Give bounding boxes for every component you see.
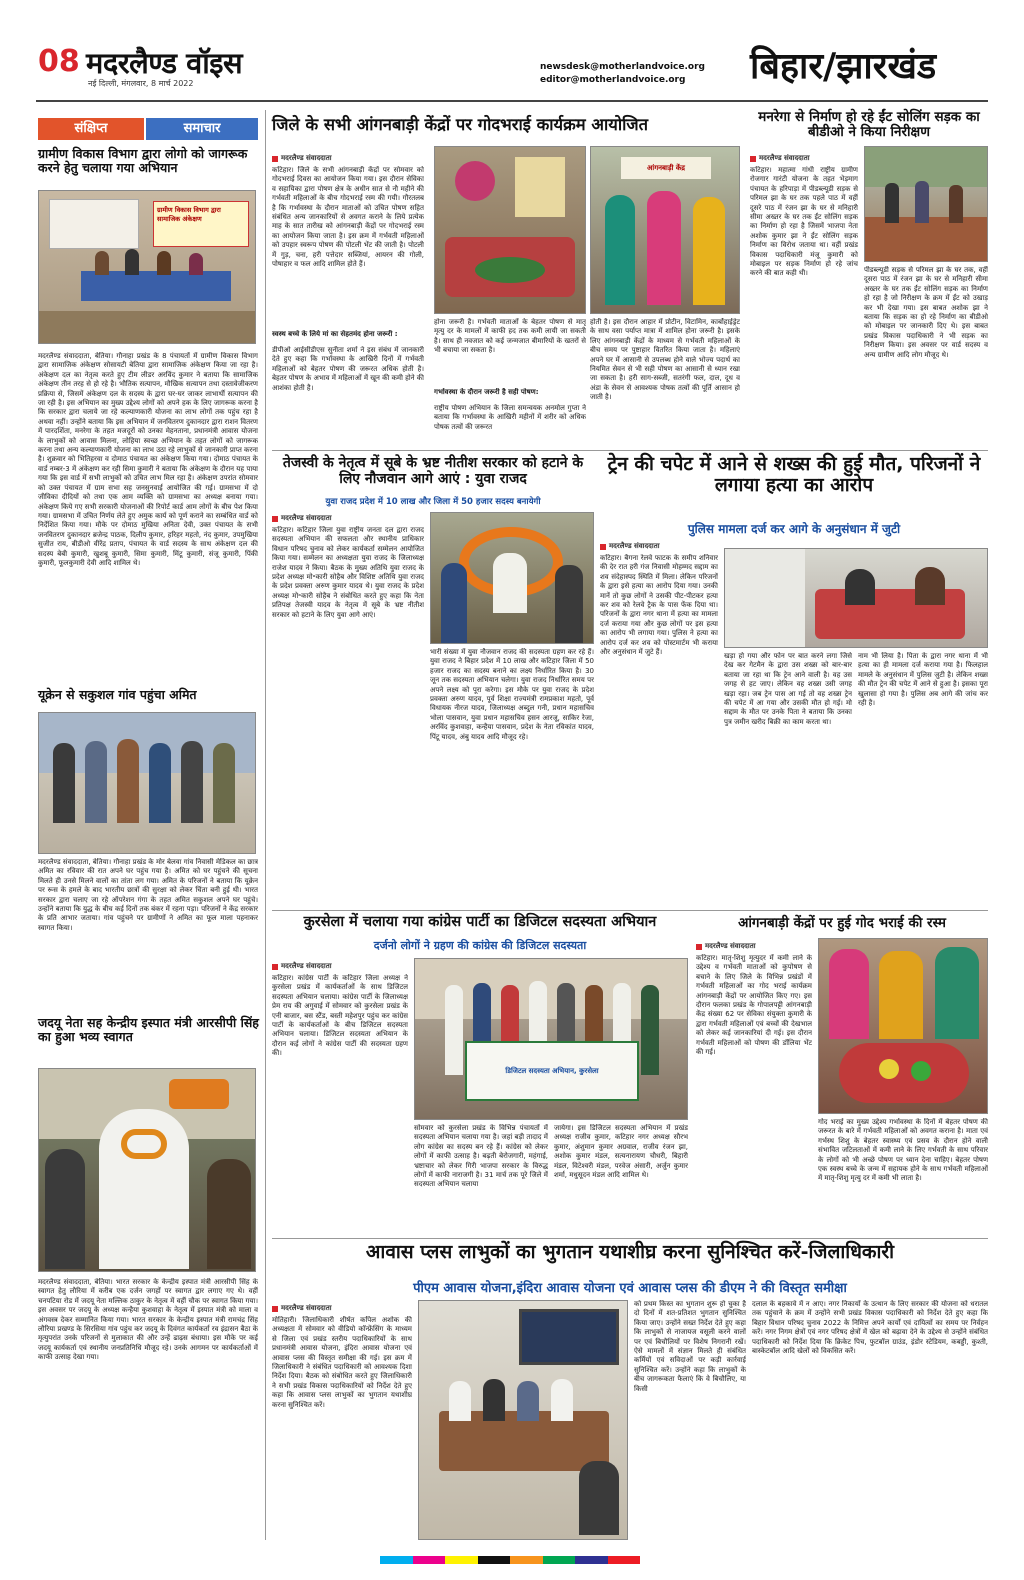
anganwadi-col2b: राष्ट्रीय पोषण अभियान के जिला समन्वयक अनमोल गुप्ता ने बताया कि गर्भावस्था के आखिरी महीनों में शरीर को अधिक पोषक तत्वों की जरूरत xyxy=(434,404,586,431)
rjd-photo xyxy=(430,512,594,644)
rjd-subhead: युवा राजद प्रदेश में 10 लाख और जिला में 50 हजार सदस्य बनायेगी xyxy=(325,497,541,507)
godbharai-photo xyxy=(818,938,988,1114)
paper-name: मदरलैण्ड वॉइस xyxy=(86,46,243,80)
congress-col3: जायेगा। इस डिजिटल सदस्यता अभियान में प्रखंड अध्यक्ष राजीव कुमार, कटिहार नगर अध्यक्ष सौरभ कुमार, अंशुमान कुमार अग्रवाल, राजीव रंजन झा, अशोक कुमार मंडल, सत्यनारायण चौधरी, बिहारी मंडल, विटेश्वरी मंडल, परवेज अंसारी, अर्जुन कुमार शर्मा, मधुसूदन मंडल आदि शामिल थे। xyxy=(554,1124,688,1180)
rjd-col1: कटिहार। कटिहार जिला युवा राष्ट्रीय जनता दल द्वारा राजद सदस्यता अभियान की सफलता और स्थानीय प्राधिकार विधान परिषद चुनाव को लेकर कार्यकर्ता सम्मेलन आयोजित किया गया। सम्मेलन का अध्यक्षता युवा राजद के जिलाध्यक्ष राजेश यादव ने किया। बैठक के मुख्य अतिथि युवा राजद के प्रदेश अध्यक्ष मो॰कारी सोहैब और विशिष्ट अतिथि युवा राजद के प्रदेश प्रवक्ता अरुण कुमार यादव थे। युवा राजद के प्रदेश अध्यक्ष मो॰कारी सोहैब ने संबोधित करते हुए कहा कि नेता प्रतिपक्ष तेजस्वी यादव के नेतृत्व में सूबे के भ्रष्ट नीतीश सरकार को हटाने के लिए युवा आगे आएं। xyxy=(272,526,424,619)
brief-tag-2: समाचार xyxy=(146,118,258,140)
email-newsdesk[interactable]: newsdesk@motherlandvoice.org xyxy=(540,62,705,72)
anganwadi-col3: होती है। इस दौरान आहार में प्रोटीन, विटामिन, कार्बोहाईड्रेट के साथ वसा पर्याप्त मात्रा में शामिल होना जरूरी है। इसके लिए आंगनबाड़ी केंद्रों के माध्यम से गर्भवती महिलाओं के बीच समय पर पुष्टाहार वितरित किया जाता है। महिलाएं अपने घर में आसानी से उपलब्ध होने वाले भोज्य पदार्थ का नियमित सेवन से भी सही पोषण का आसानी से ध्यान रखा जा सकता है। हरी साग-सब्जी, सतरंगी फल, दाल, दूध व अंडा के सेवन से आवश्यक पोषक तत्वों की पूर्ति आसान हो जाती है। xyxy=(590,318,740,402)
brief-banner-1: ग्रामीण विकास विभाग द्वारा सामाजिक अंकेक्षण xyxy=(153,201,249,247)
anganwadi-headline: जिले के सभी आंगनबाड़ी केंद्रों पर गोदभराई कार्यक्रम आयोजित xyxy=(272,115,649,134)
congress-subhead: दर्जनो लोगों ने ग्रहण की कांग्रेस की डिजिटल सदस्यता xyxy=(373,939,587,952)
anganwadi-board-text: आंगनबाड़ी केंद्र xyxy=(621,157,711,179)
congress-byline: मदरलैण्ड संवाददाता xyxy=(272,962,402,971)
anganwadi-photo-2 xyxy=(590,146,740,314)
awas-headline: आवास प्लस लाभुकों का भुगतान यथाशीघ्र करना सुनिश्चित करें-जिलाधिकारी xyxy=(365,1241,895,1263)
anganwadi-photo-1 xyxy=(434,146,586,314)
awas-col2: को प्रथम किस्त का भुगतान शुरू हो चुका है दो दिनों में शत-प्रतिशत भुगतान सुनिश्चित किया जाए। उन्होंने सख्त निर्देश देते हुए कहा कि लाभुकों से नाजायज वसूली करने वालों पर एवं बिचौलियों पर विशेष निगरानी रखें। ऐसे मामलों में संज्ञान मिलते ही संबंधित कर्मियों एवं सविदाओं पर कड़ी कार्रवाई सुनिश्चित करें। उन्होंने कहा कि लाभुकों के बीच जागरूकता फैलाएं कि वे बिचौलिए, या किसी xyxy=(634,1300,746,1393)
masthead-rule xyxy=(36,100,988,102)
mnrega-col2: पीडब्ल्यूडी सड़क से परिमल झा के घर तक, वहीं दूसरा पाठ में रंजन झा के घर से मनिहारी सीमा अख्तर के घर तक ईंट सोलिंग सड़क का निर्माण हो रहा है जो निरीक्षण के क्रम में ईंट को उखाड़ कर भी देखा गया। इस बाबत अशोक झा ने बताया कि सड़क का हो रहे निर्माण का बीडीओ को मोबाइल पर जानकारी दिए थे। इस बाबत प्रखंड विकास पदाधिकारी ने भी सड़क का निरीक्षण किया। इस अवसर पर वार्ड सदस्य व अन्य ग्रामीण आदि लोग मौजूद थे। xyxy=(864,266,988,359)
mnrega-byline: मदरलैण्ड संवाददाता xyxy=(750,154,850,163)
anganwadi-sub2: गर्भावस्था के दौरान जरूरी है सही पोषण: xyxy=(434,388,539,396)
train-col1: कटिहार। बैगना रेलवे फाटक के समीप शनिवार की देर रात हरी गंज निवासी मोहम्मद सद्दाम का शव संदेहास्पद स्थिति में मिला। लेकिन परिजनों के द्वारा इसे हत्या का आरोप दिया गया। उनकी मानें तो कुछ लोगों ने उसकी पीट-पीटकर हत्या कर शव को रेलवे ट्रैक के पास फेंक दिया था। परिजनों के द्वारा नगर थाना में हत्या का मामला दर्ज कराया गया और कुछ लोगों पर इस हत्या का आरोप भी लगाया गया। पुलिस ने हत्या का आरोप दर्ज कर शव को पोस्टमार्टम भी कराया और अनुसंधान में जुटे हैं। xyxy=(600,554,718,657)
brief-story1-headline: ग्रामीण विकास विभाग द्वारा लोगो को जागरूक करने हेतु चलाया गया अभियान xyxy=(38,146,248,175)
godbharai-col2: गोद भराई का मुख्य उद्देश्य गर्भावस्था के दिनों में बेहतर पोषण की जरूरत के बारे में गर्भवती महिलाओं को अवगत कराना है। माता एवं गर्भस्थ शिशु के बेहतर स्वास्थ्य एवं प्रसव के दौरान होने वाली संभावित जटिलताओं में कमी लाने के लिए गर्भवती के साथ परिवार के लोगों को भी अच्छे पोषण पर ध्यान देना चाहिए। बेहतर पोषण एक स्वस्थ बच्चे के जन्म में सहायक होने के साथ गर्भवती महिलाओं में मातृ-शिशु मृत्यु दर में कमी भी लाता है। xyxy=(818,1118,988,1183)
rjd-col2: भारी संख्या में युवा नौजवान राजद की सदस्यता ग्रहण कर रहे हैं। युवा राजद ने बिहार प्रदेश में 10 लाख और कटिहार जिला में 50 हजार राजद का सदस्य बनाने का लक्ष्य निर्धारित किया है। 30 जून तक सदस्यता अभियान चलेगा। युवा राजद निर्धारित समय पर अपने लक्ष्य को पूरा करेगा। इस मौके पर युवा राजद के प्रदेश प्रवक्ता अरुण यादव, पूर्व शिक्षा राज्यमंत्री रामप्रकाश महतो, पूर्व विधायक नीरज यादव, जिलाध्यक्ष अब्दुल गनी, प्रधान महासचिव भोला पासवान, युवा प्रधान महासचिव हसन आरजू, साकिर रेजा, अरविंद कुशवाहा, कन्हैया पासवान, प्रदेश के नेता रविकांत यादव, पिंटू यादव, अंबु यादव आदि मौजूद रहे। xyxy=(430,648,594,741)
awas-subhead: पीएम आवास योजना,इंदिरा आवास योजना एवं आवास प्लस की डीएम ने की विस्तृत समीक्षा xyxy=(413,1281,847,1296)
masthead xyxy=(0,0,1024,108)
godbharai-col1: कटिहार। मातृ-शिशु मृत्युदर में कमी लाने के उद्देश्य व गर्भवती माताओं को कुपोषण से बचाने के लिए जिले के विभिन्न प्रखंडों में गर्भवती महिलाओं का गोद भराई कार्यक्रम आंगनबाड़ी केंद्रों पर आयोजित किए गए। इस दौरान फलका प्रखंड के गोपालपट्टी आंगनबाड़ी केंद्र संख्या 62 पर सेविका संयुक्ता कुमारी के द्वारा गर्भवती महिलाओं एवं बच्चों की देखभाल को लेकर कई जानकारियां दी गई। इस दौरान गर्भवती महिलाओं को पोषण की डॉलिया भेंट की गई। xyxy=(696,954,812,1057)
godbharai-byline: मदरलैण्ड संवाददाता xyxy=(696,942,806,951)
anganwadi-sub1: स्वस्थ बच्चे के लिये मां का सेहतमंद होना जरूरी : xyxy=(272,330,398,338)
awas-photo xyxy=(418,1300,628,1540)
train-headline: ट्रेन की चपेट में आने से शख्स की हुई मौत, परिजनों ने लगाया हत्या का आरोप xyxy=(607,453,981,497)
brief-story2-body: मदरलैण्ड संवाददाता, बेतिया। गौनाहा प्रखंड के मोर बेलवा गांव निवासी मेडिकल का छात्र अमित का रविवार की रात अपने घर पहुंच गया है। अमित को घर पहुंचने की सूचना मिलते ही उनसे मिलने वालों का तांता लग गया। अमित के परिजनों ने बताया कि यूक्रेन पर रूस के हमले के बाद भारतीय छात्रों की सुरक्षा को लेकर चिंता बनी हुई थी। भारत सरकार द्वारा चलाए जा रहे ऑपरेशन गंगा के तहत अमित सकुशल अपने घर पहुंचे। उन्होंने बताया कि युद्ध के बीच कई दिनों तक बंकर में रहना पड़ा। परिजनों ने केंद्र सरकार के प्रति आभार जताया। गांव पहुंचने पर ग्रामीणों ने अमित का फूल माला पहनाकर स्वागत किया। xyxy=(38,858,258,932)
mnrega-photo xyxy=(864,146,988,262)
rjd-byline: मदरलैण्ड संवाददाता xyxy=(272,514,412,523)
brief-story3-body: मदरलैण्ड संवाददाता, बेतिया। भारत सरकार के केन्द्रीय इस्पात मंत्री आरसीपी सिंह के स्वागत हेतु लौरिया में करीब एक दर्जन जगहों पर स्वागत द्वार लगाए गए थे। वहीं चनपटिया रोड में जदयू नेता मल्लिक ठाकुर के नेतृत्व में वहीं चौक पर स्वागत किया गया। इस अवसर पर जदयू के अध्यक्ष कन्हैया कुशवाहा के नेतृत्व में इस्पात मंत्री को माला व अंगवस्त्र देकर सम्मानित किया गया। भारत सरकार के केन्द्रीय इस्पात मंत्री रामचंद्र सिंह लौरिया प्रखण्ड के सिरसिया गांव पहुंच कर जदयू के दिवंगत कार्यकर्ता रव इंद्रासन बैठा के मृत्युपरांत उनके परिजनों से मुलाकात की और उन्हें ढाढ़स बंधाया। इस मौके पर कई जदयू कार्यकर्ता एवं स्थानीय जनप्रतिनिधि मौजूद रहे। उनके आगमन पर कार्यकर्ताओं में काफी उत्साह देखा गया। xyxy=(38,1278,258,1362)
brief-tag-row xyxy=(38,118,258,140)
brief-story3-photo xyxy=(38,1068,256,1272)
train-subhead: पुलिस मामला दर्ज कर आगे के अनुसंधान में जुटी xyxy=(687,522,901,536)
email-editor[interactable]: editor@motherlandvoice.org xyxy=(540,75,686,85)
mnrega-col1: कटिहार। महात्मा गांधी राष्ट्रीय ग्रामीण रोजगार गारंटी योजना के तहत भेड़माग पंचायत के हरिपाड़ा में पीडब्ल्यूडी सड़क से परिमल झा के घर तक पहले पाठ में वहीं दूसरे पाठ में रंजन झा के घर से मनिहारी सीमा अख्तर के घर तक ईंट सोलिंग सड़क का निर्माण हो रहा है जिसमें भाजपा नेता अशोक कुमार झा ने ईंट सोलिंग सड़क निर्माण का विरोध जताया था। वहीं प्रखंड विकास पदाधिकारी मंजू कुमारी को मोबाइल पर सड़क निर्माण हो रहे जांच करने की बात कही थी। xyxy=(750,166,858,278)
train-byline: मदरलैण्ड संवाददाता xyxy=(600,542,720,551)
page-number: 08 xyxy=(38,44,80,79)
anganwadi-byline: मदरलैण्ड संवाददाता xyxy=(272,154,422,163)
anganwadi-col1: कटिहार। जिले के सभी आंगनबाड़ी केंद्रों पर सोमवार को गोदभराई दिवस का आयोजन किया गया। इस दौरान सेविका व सहायिका द्वारा पोषण क्षेत्र के अधीन सात से नौ महीने की गर्भवती महिलाओं के बीच गोदभराई रस्म की गयी। गौरतलब है कि गर्भावस्था के दौरान माताओं को उचित पोषण सहित संबंधित अन्य जानकारियों से अवगत कराने के लिये प्रत्येक माह के सात तारीख को आंगनबाड़ी केंद्रों पर गोदभराई रस्म का आयोजन किया जाता है। इस क्रम में गर्भवती महिलाओं को उपहार स्वरूप पोषण की पोटली भेंट की जाती है। पोटली में गुड़, चना, हरी पत्तेदार सब्जियां, आयरन की गोली, पोषाहार व फल आदि शामिल होते हैं। xyxy=(272,166,424,269)
congress-banner: डिजिटल सदस्यता अभियान, कुरसेला xyxy=(465,1041,639,1101)
rule-lower xyxy=(272,1238,988,1239)
godbharai-headline: आंगनबाड़ी केंद्रों पर हुई गोद भराई की रस्म xyxy=(738,915,946,931)
train-col2: खड़ा हो गया और फोन पर बात करने लगा जिसे देख कर गेटमैन के द्वारा उस शख्स को बार-बार बताया जा रहा था कि ट्रेन आने वाली है। वह उस जगह से हट जाए। लेकिन वह शख्स उसी जगह खड़ा रहा। जब ट्रेन पास आ गई तो वह शख्स ट्रेन की चपेट में आ गया और उसकी मौत हो गई। मो सद्दाम के मौत पर उनके पिता ने बताया कि उनका पुत्र जमीन खरीद बिक्री का काम करता था। xyxy=(724,652,852,726)
mnrega-headline: मनरेगा से निर्माण हो रहे ईंट सोलिंग सड़क का बीडीओ ने किया निरीक्षण xyxy=(758,109,980,141)
anganwadi-col1b: डीपीओ आईसीडीएस सुनीता शर्मा ने इस संबंध में जानकारी देते हुए कहा कि गर्भावस्था के आखिरी दिनों में गर्भवती महिलाओं को बेहतर पोषण की जरूरत अधिक होती है। बेहतर पोषण के अभाव में महिलाओं में खून की कमी होने की आशंका होती है। xyxy=(272,346,424,392)
awas-col1: मोतिहारी। जिलाधिकारी शीर्षत कपिल अशोक की अध्यक्षता में सोमवार को वीडियो कॉन्फ्रेंसिंग के माध्यम से जिला एवं प्रखंड स्तरीय पदाधिकारियों के साथ प्रधानमंत्री आवास योजना, इंदिरा आवास योजना एवं आवास प्लस की विस्तृत समीक्षा की गई। इस क्रम में जिलाधिकारी ने संबंधित पदाधिकारी को आवश्यक दिशा निर्देश दिया। बैठक को संबोधित करते हुए जिलाधिकारी ने सभी प्रखंड विकास पदाधिकारियों को निर्देश देते हुए कहा कि आवास प्लस लाभुकों का भुगतान यथाशीघ्र करना सुनिश्चित करें। xyxy=(272,1316,412,1409)
congress-col1: कटिहार। कांग्रेस पार्टी के कटिहार जिला अध्यक्ष ने कुरसेला प्रखंड में कार्यकर्ताओं के साथ डिजिटल सदस्यता अभियान चलाया। कांग्रेस पार्टी के जिलाध्यक्ष प्रेम राय की अगुवाई में सोमवार को कुरसेला प्रखंड के एनी बाजार, बस स्टैंड, बस्ती महेशपुर पहुंच कर कांग्रेस पार्टी के कार्यकर्ताओं के बीच डिजिटल सदस्यता अभियान चलाया। डिजिटल सदस्यता अभियान के दौरान कई लोगों ने कांग्रेस पार्टी की सदस्यता ग्रहण की। xyxy=(272,974,408,1058)
train-photo xyxy=(724,548,988,648)
awas-byline: मदरलैण्ड संवाददाता xyxy=(272,1304,412,1313)
congress-photo xyxy=(414,958,688,1120)
rjd-headline: तेजस्वी के नेतृत्व में सूबे के भ्रष्ट नीतीश सरकार को हटाने के लिए नौजवान आगे आएं : युवा राजद xyxy=(282,455,584,487)
left-column-divider xyxy=(265,110,266,1540)
section-title: बिहार/झारखंड xyxy=(750,46,937,87)
rule-mid xyxy=(272,910,988,911)
brief-story2-photo xyxy=(38,712,256,854)
congress-headline: कुरसेला में चलाया गया कांग्रेस पार्टी का डिजिटल सदस्यता अभियान xyxy=(303,914,657,930)
train-col3: नाम भी लिया है। पिता के द्वारा नगर थाना में भी हत्या का ही मामला दर्ज कराया गया है। फिलहाल मामले के अनुसंधान में पुलिस जुटी है। लेकिन शख्स की मौत ट्रेन की चपेट में आने से हुआ है। इसका पूरा खुलासा हो गया है। पुलिस अब आगे की जांच कर रही है। xyxy=(858,652,988,708)
brief-story1-photo xyxy=(38,190,256,344)
print-color-strip xyxy=(380,1556,640,1564)
congress-col2: सोमवार को कुरसेला प्रखंड के विभिन्न पंचायतों में सदस्यता अभियान चलाया गया है। जहां बड़ी तादाद में लोग कांग्रेस का सदस्य बन रहे हैं। कांग्रेस को लेकर लोगों में काफी उत्साह है। बढ़ती बेरोजगारी, महंगाई, भ्रष्टाचार को लेकर गिरी भाजपा सरकार के विरुद्ध लोगों में काफी नाराजगी है। 31 मार्च तक पूरे जिले में सदस्यता अभियान चलाया xyxy=(414,1124,548,1189)
dateline: नई दिल्ली, मंगलवार, 8 मार्च 2022 xyxy=(88,79,194,88)
rule-below-top xyxy=(272,450,988,451)
brief-tag-1: संक्षिप्त xyxy=(38,118,144,140)
awas-col3: दलाल के बहकावे में न आए। नगर निकायों के उत्थान के लिए सरकार की योजना को धरातल तक पहुंचाने के क्रम में उन्होंने सभी प्रखंड विकास पदाधिकारी को निर्देश देते हुए कहा कि बिहार विधान परिषद चुनाव 2022 के निमित्त अपने कार्यों एवं दायित्वों का समय पर निर्वहन करें। नगर निगम क्षेत्रों एवं नगर परिषद क्षेत्रों में खेल को बढ़ावा देने के उद्देश्य से उन्होंने संबंधित पदाधिकारी को निर्देश दिया कि क्रिकेट पिच, फुटबॉल ग्राउंड, इंडोर स्टेडियम, कबड्डी, कुश्ती, बास्केटबॉल आदि खेलों को विकसित करें। xyxy=(752,1300,988,1356)
anganwadi-col2: होना जरूरी है। गर्भवती माताओं के बेहतर पोषण से मातृ मृत्यु दर के मामलों में काफी हद तक कमी लायी जा सकती है। साथ ही नवजात को कई जन्मजात बीमारियों के खतरों से भी बचाया जा सकता है। xyxy=(434,318,586,355)
brief-story3-headline: जदयू नेता सह केन्द्रीय इस्पात मंत्री आरसीपी सिंह का हुआ भव्य स्वागत xyxy=(38,1015,259,1044)
brief-story2-headline: यूक्रेन से सकुशल गांव पहुंचा अमित xyxy=(38,687,197,702)
brief-story1-body: मदरलैण्ड संवाददाता, बेतिया। गौनाहा प्रखंड के 8 पंचायतों में ग्रामीण विकास विभाग द्वारा सामाजिक अंकेक्षण सोसायटी बेतिया द्वारा सामाजिक अंकेक्षण किया जा रहा है। अंकेक्षण दल का नेतृत्व करते हुए टीम लीडर अरविंद कुमार ने बताया कि सामाजिक अंकेक्षण तीन तरह से हो रहे है। भौतिक सत्यापन, मौखिक सत्यापन तथा दस्तावेजीकरण प्रक्रिया से, जिसमें अंकेक्षण दल के सदस्य के द्वारा घर-घर जाकर लाभार्थी सत्यापन की जा रही है। इस अभियान का मुख्य उद्देश्य लोगों को अपने हक के लिए जागरूक करना है कि सरकार द्वारा चलाये जा रहे कल्याणकारी योजना का लाभ लोगों तक पहुंच रहा है अथवा नहीं। उन्होंने बताया कि इस अभियान में जनवितरण दुकानदार द्वारा राशन वितरण में पारदर्शिता, मनरेगा के तहत मजदूरों को उनका मेहनताना, प्रधानमंत्री आवास योजना के लाभुकों को आवास मिलना, लोहिया स्वच्छ अभियान के तहत लोगों को जागरूक करना तथा अन्य कल्याणकारी योजना का लाभ उठा रहे लाभुकों से जानकारी प्राप्त करना है। शुक्रवार को भितिहरवा व दोमाठ पंचायत का अंकेक्षण किया गया। दोमाठ पंचायत के वार्ड नम्बर-3 में अंकेक्षण कर रही सिमा कुमारी ने बताया कि अंकेक्षण के दौरान यह पाया गया कि इस वार्ड में सभी लाभुकों को उचित लाभ मिल रहा है। अंकेक्षण उपरांत सोमवार को उक्त पंचायत में ग्राम सभा सह जनसुनवाई आयोजित की गई। ग्रामसभा में दो जीविका दीदियों को तथा एक आम व्यक्ति को ग्रामसभा का अध्यक्ष बनाया गया। अंकेक्षण किये गए सभी सरकारी योजनाओं की रिपोर्ट कार्ड आम लोगों के बीच पेश किया गया। ग्रामसभा में उचित निर्णय लेते हुए अमुक कार्य को पूर्ण कराने का सम्बंधित वार्ड को निर्देशित किया गया। मौके पर दोमाठ मुखिया अनिता देवी, उक्त पंचायत के सभी जनवितरण दुकानदार ब्रजेन्द्र पाठक, दिलीप कुमार, हरिहर महतो, नंद कुमार, उपमुखिया सुजीत राय, बीडीओ वीरेंद्र प्रताप, पंचायत के वार्ड सदस्य के साथ अंकेक्षण दल की सदस्य बेबी कुमारी, खुशबू कुमारी, सिमा कुमारी, मिंटू कुमारी, संजू कुमारी, पिंकी कुमारी, फूलकुमारी देवी आदि शामिल थे। xyxy=(38,352,258,567)
